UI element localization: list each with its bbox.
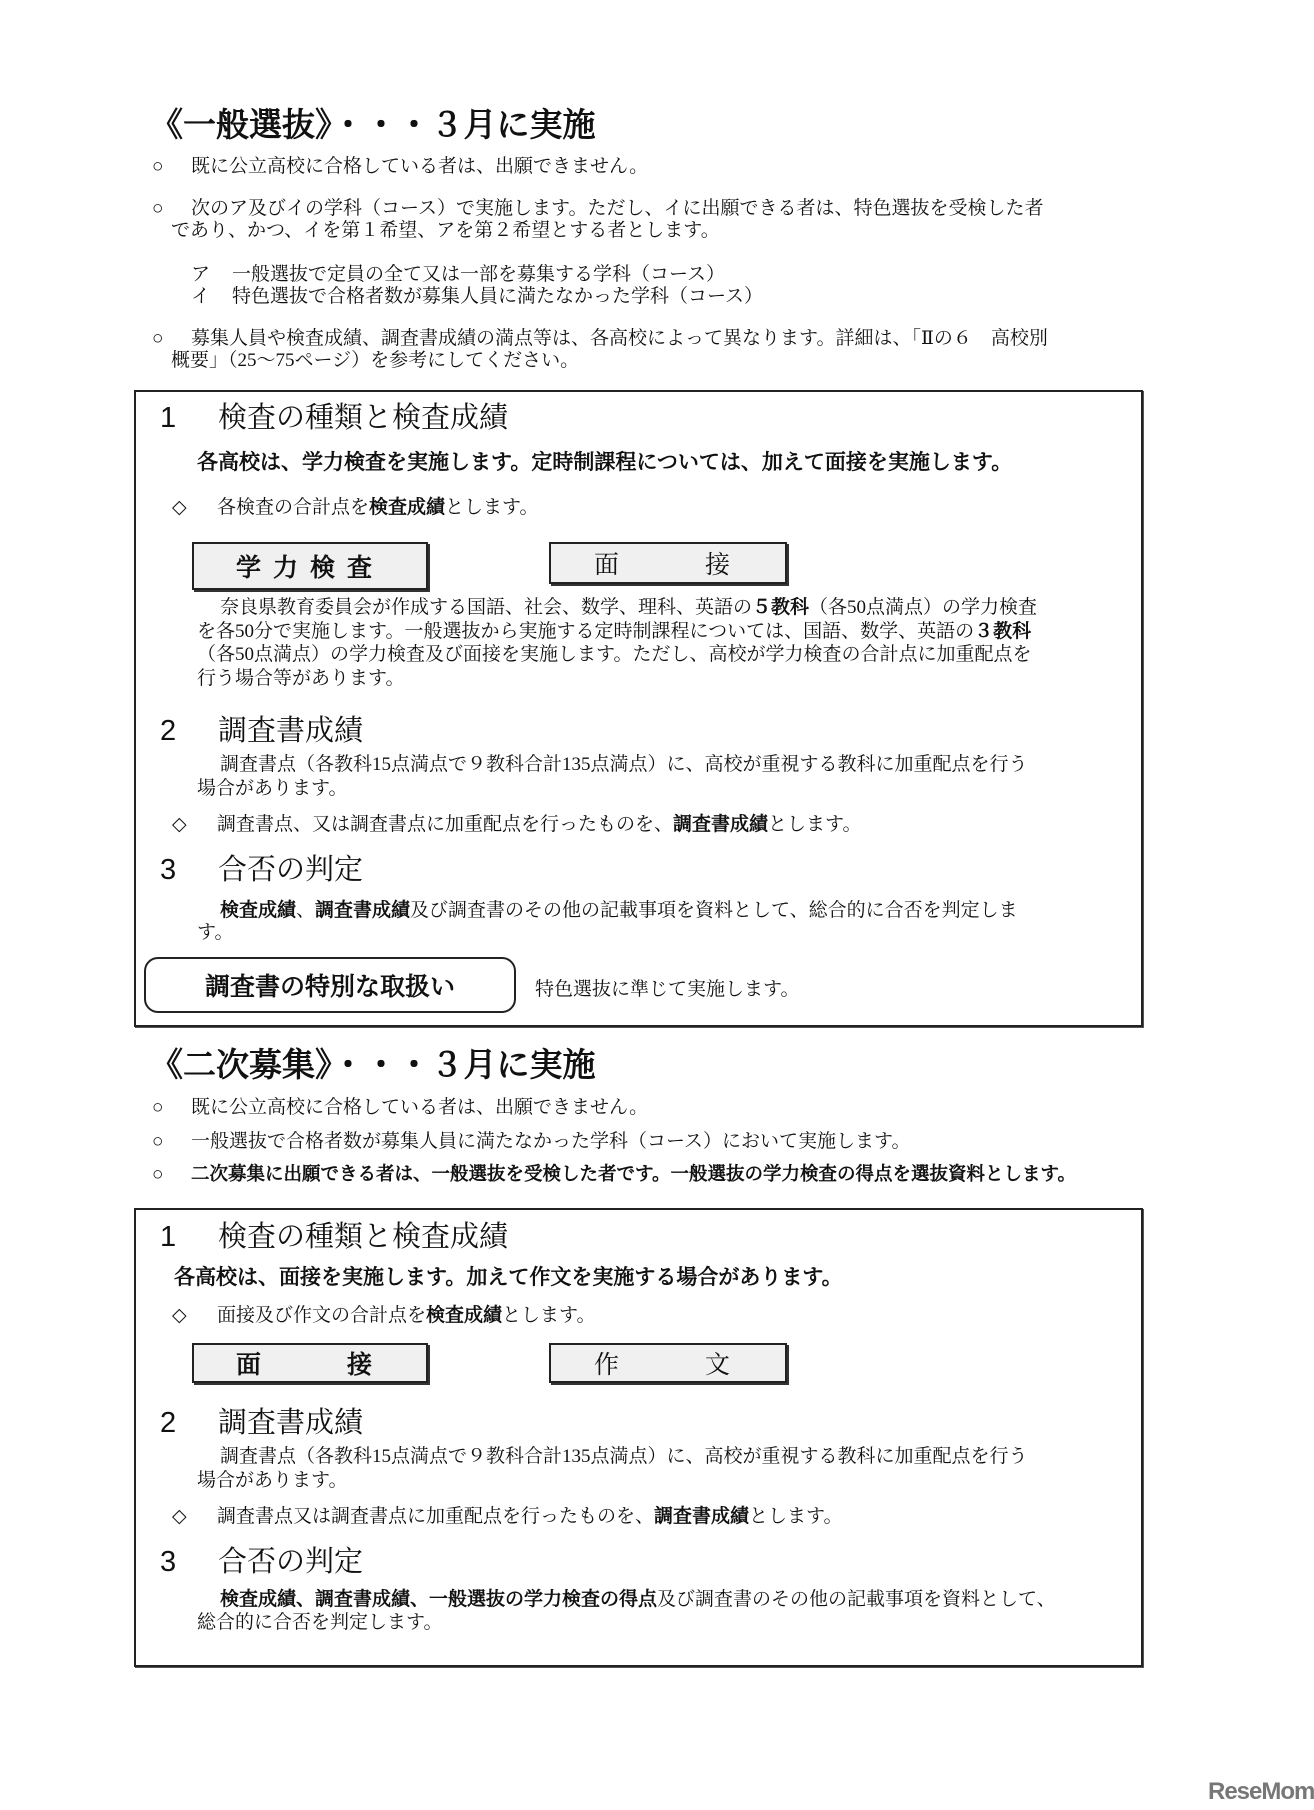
- bullet-icon: ○: [152, 1131, 164, 1152]
- bullet-icon: ○: [152, 1097, 164, 1118]
- section-note: 面接及び作文の合計点を検査成績とします。: [217, 1305, 596, 1326]
- section-heading: 調査書成績: [218, 715, 364, 747]
- paragraph-line: 調査書点（各教科15点満点で９教科合計135点満点）に、高校が重視する教科に加重配点を行う: [220, 754, 1028, 775]
- special-handling-text: 特色選抜に準じて実施します。: [535, 979, 800, 1000]
- diamond-icon: ◇: [172, 1305, 187, 1326]
- paragraph-line: を各50分で実施します。一般選抜から実施する定時制課程については、国語、数学、英語の３教科: [197, 621, 1032, 642]
- section-heading: 検査の種類と検査成績: [218, 402, 509, 434]
- section-lead: 各高校は、面接を実施します。加えて作文を実施する場合があります。: [174, 1266, 843, 1289]
- general-note-3-line2: 概要」（25～75ページ）を参考にしてください。: [171, 350, 580, 371]
- section-note: 調査書点、又は調査書点に加重配点を行ったものを、調査書成績とします。: [217, 814, 862, 835]
- paragraph-line: す。: [197, 922, 234, 943]
- sub-item-mark: ア: [191, 264, 211, 285]
- secondary-recruitment-title: 《二次募集》・・・３月に実施: [150, 1046, 596, 1083]
- section-heading: 合否の判定: [218, 854, 364, 886]
- sub-item-text: 一般選抜で定員の全て又は一部を募集する学科（コース）: [232, 264, 726, 285]
- section-note: 各検査の合計点を検査成績とします。: [217, 497, 539, 518]
- section-number: 2: [160, 715, 177, 747]
- paragraph-line: 場合があります。: [197, 1470, 348, 1491]
- secondary-note-1: 既に公立高校に合格している者は、出願できません。: [191, 1097, 649, 1118]
- paragraph-line: 場合があります。: [197, 778, 348, 799]
- resemom-watermark-logo: ReseMom: [1208, 1778, 1314, 1805]
- bullet-icon: ○: [152, 1164, 164, 1185]
- section-number: 1: [160, 402, 177, 434]
- paragraph-line: 総合的に合否を判定します。: [197, 1612, 443, 1633]
- paragraph-line: 検査成績、調査書成績及び調査書のその他の記載事項を資料として、総合的に合否を判定しま: [220, 900, 1018, 921]
- general-selection-title: 《一般選抜》・・・３月に実施: [150, 106, 596, 143]
- general-note-1: 既に公立高校に合格している者は、出願できません。: [191, 156, 649, 177]
- general-note-2-line1: 次のア及びイの学科（コース）で実施します。ただし、イに出願できる者は、特色選抜を受検した者: [191, 198, 1044, 219]
- section-lead: 各高校は、学力検査を実施します。定時制課程については、加えて面接を実施します。: [197, 451, 1013, 474]
- secondary-note-3: 二次募集に出願できる者は、一般選抜を受検した者です。一般選抜の学力検査の得点を選抜資料とします。: [191, 1163, 1077, 1184]
- paragraph-line: 行う場合等があります。: [197, 668, 405, 689]
- section-number: 1: [160, 1221, 177, 1253]
- interview-label: 面 接: [192, 1343, 428, 1383]
- bullet-icon: ○: [152, 328, 164, 349]
- section-number: 2: [160, 1407, 177, 1439]
- paragraph-line: （各50点満点）の学力検査及び面接を実施します。ただし、高校が学力検査の合計点に加重配点を: [197, 644, 1032, 665]
- secondary-note-2: 一般選抜で合格者数が募集人員に満たなかった学科（コース）において実施します。: [191, 1131, 911, 1152]
- general-note-3-line1: 募集人員や検査成績、調査書成績の満点等は、各高校によって異なります。詳細は、「Ⅱの６ 高校別: [191, 328, 1048, 349]
- special-handling-label: 調査書の特別な取扱い: [144, 957, 516, 1013]
- general-note-2-line2: であり、かつ、イを第１希望、アを第２希望とする者とします。: [171, 220, 720, 241]
- interview-label: 面 接: [549, 542, 787, 584]
- section-heading: 合否の判定: [218, 1546, 364, 1578]
- paragraph-line: 調査書点（各教科15点満点で９教科合計135点満点）に、高校が重視する教科に加重配点を行う: [220, 1446, 1028, 1467]
- paragraph-line: 検査成績、調査書成績、一般選抜の学力検査の得点及び調査書のその他の記載事項を資料として、: [220, 1589, 1056, 1610]
- section-heading: 検査の種類と検査成績: [218, 1221, 509, 1253]
- general-selection-box: [134, 390, 1143, 1027]
- paragraph-line: 奈良県教育委員会が作成する国語、社会、数学、理科、英語の５教科（各50点満点）の学力検査: [220, 597, 1038, 618]
- academic-test-label: 学力検査: [192, 542, 428, 590]
- diamond-icon: ◇: [172, 497, 187, 518]
- diamond-icon: ◇: [172, 814, 187, 835]
- section-number: 3: [160, 1546, 177, 1578]
- bullet-icon: ○: [152, 198, 164, 219]
- diamond-icon: ◇: [172, 1506, 187, 1527]
- section-note: 調査書点又は調査書点に加重配点を行ったものを、調査書成績とします。: [217, 1506, 843, 1527]
- section-heading: 調査書成績: [218, 1407, 364, 1439]
- bullet-icon: ○: [152, 156, 164, 177]
- sub-item-text: 特色選抜で合格者数が募集人員に満たなかった学科（コース）: [232, 286, 764, 307]
- essay-label: 作 文: [549, 1343, 787, 1383]
- sub-item-mark: イ: [191, 286, 211, 307]
- section-number: 3: [160, 854, 177, 886]
